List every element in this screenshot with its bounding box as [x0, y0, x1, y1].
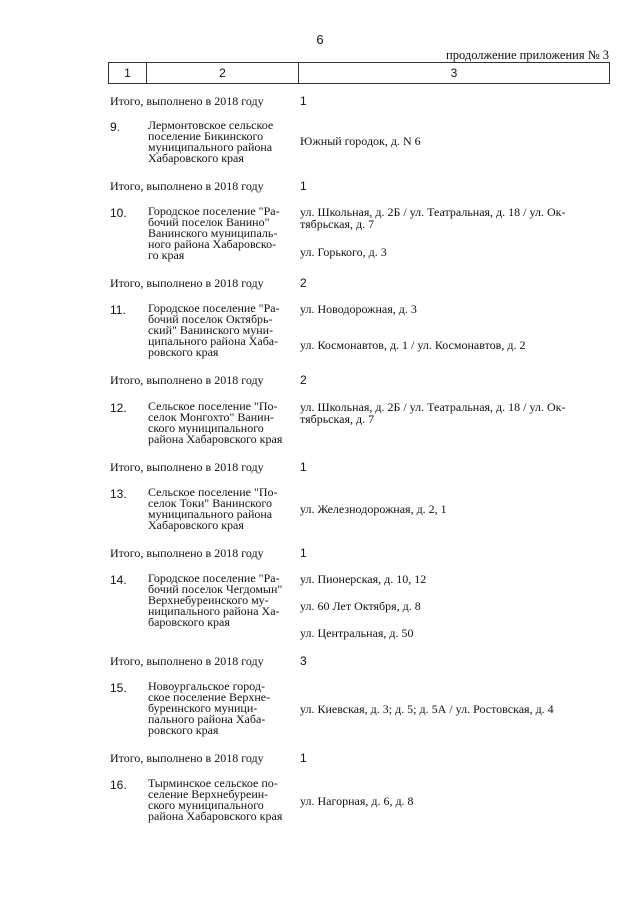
total-row [110, 751, 610, 766]
column-header-2: 2 [147, 63, 299, 84]
total-label: Итого, выполнено в 2018 году [110, 751, 264, 765]
total-row [110, 94, 610, 109]
entry-number: 9. [110, 120, 121, 134]
total-row [110, 546, 610, 561]
municipality-name: Тырминское сельское по- селение Верхнебуреин- ского муниципального района Хабаровского края [148, 776, 283, 823]
address-item: ул. Пионерская, д. 10, 12 [300, 572, 427, 586]
total-value: 3 [300, 654, 307, 668]
entry-number: 15. [110, 681, 127, 695]
total-label: Итого, выполнено в 2018 году [110, 546, 264, 560]
address-item: ул. Космонавтов, д. 1 / ул. Космонавтов, д. 2 [300, 338, 526, 352]
column-header-1: 1 [109, 63, 147, 84]
total-label: Итого, выполнено в 2018 году [110, 373, 264, 387]
total-label: Итого, выполнено в 2018 году [110, 94, 264, 108]
total-label: Итого, выполнено в 2018 году [110, 276, 264, 290]
address-item: Южный городок, д. N 6 [300, 134, 421, 148]
address-item: ул. 60 Лет Октября, д. 8 [300, 599, 421, 613]
page-number: 6 [316, 32, 324, 47]
municipality-name: Лермонтовское сельское поселение Бикинского муниципального района Хабаровского края [148, 118, 274, 165]
address-item: ул. Железнодорожная, д. 2, 1 [300, 502, 447, 516]
total-value: 1 [300, 546, 307, 560]
address-item: ул. Горького, д. 3 [300, 245, 387, 259]
municipality-name: Сельское поселение "По- селок Токи" Ванинского муниципального района Хабаровского края [148, 485, 278, 532]
total-value: 1 [300, 94, 307, 108]
entry-number: 11. [110, 303, 126, 317]
address-item: ул. Школьная, д. 2Б / ул. Театральная, д. 18 / ул. Ок- тябрьская, д. 7 [300, 205, 566, 231]
total-row [110, 276, 610, 291]
total-value: 2 [300, 276, 307, 290]
municipality-name: Городское поселение "Ра- бочий поселок Ванино" Ванинского муниципаль- ного района Хабаровско- го края [148, 204, 280, 262]
entry-number: 12. [110, 401, 127, 415]
address-item: ул. Школьная, д. 2Б / ул. Театральная, д. 18 / ул. Ок- тябрьская, д. 7 [300, 400, 566, 426]
continuation-note: продолжение приложения № 3 [446, 48, 609, 62]
municipality-name: Городское поселение "Ра- бочий поселок Октябрь- ский" Ванинского муни- ципального района Хаба- ровского края [148, 301, 280, 359]
entry-number: 13. [110, 487, 127, 501]
entry-number: 16. [110, 778, 127, 792]
total-row [110, 179, 610, 194]
total-value: 1 [300, 179, 307, 193]
municipality-name: Сельское поселение "По- селок Монгохто" Ванин- ского муниципального района Хабаровского края [148, 399, 283, 446]
address-item: ул. Центральная, д. 50 [300, 626, 414, 640]
column-header-row [109, 63, 610, 84]
municipality-name: Городское поселение "Ра- бочий поселок Чегдомын" Верхнебуреинского му- ниципального района Ха- баровского края [148, 571, 283, 629]
address-item: ул. Новодорожная, д. 3 [300, 302, 417, 316]
total-row [110, 373, 610, 388]
total-row [110, 460, 610, 475]
column-header-3: 3 [299, 63, 610, 84]
address-item: ул. Киевская, д. 3; д. 5; д. 5А / ул. Ростовская, д. 4 [300, 702, 554, 716]
total-value: 1 [300, 751, 307, 765]
total-label: Итого, выполнено в 2018 году [110, 460, 264, 474]
entry-number: 10. [110, 206, 127, 220]
total-value: 1 [300, 460, 307, 474]
address-item: ул. Нагорная, д. 6, д. 8 [300, 794, 414, 808]
total-label: Итого, выполнено в 2018 году [110, 654, 264, 668]
total-value: 2 [300, 373, 307, 387]
entry-number: 14. [110, 573, 127, 587]
total-row [110, 654, 610, 669]
total-label: Итого, выполнено в 2018 году [110, 179, 264, 193]
column-header-table [108, 62, 610, 84]
municipality-name: Новоургальское город- ское поселение Верхне- буреинского муници- пального района Хаба- ровского края [148, 679, 271, 737]
